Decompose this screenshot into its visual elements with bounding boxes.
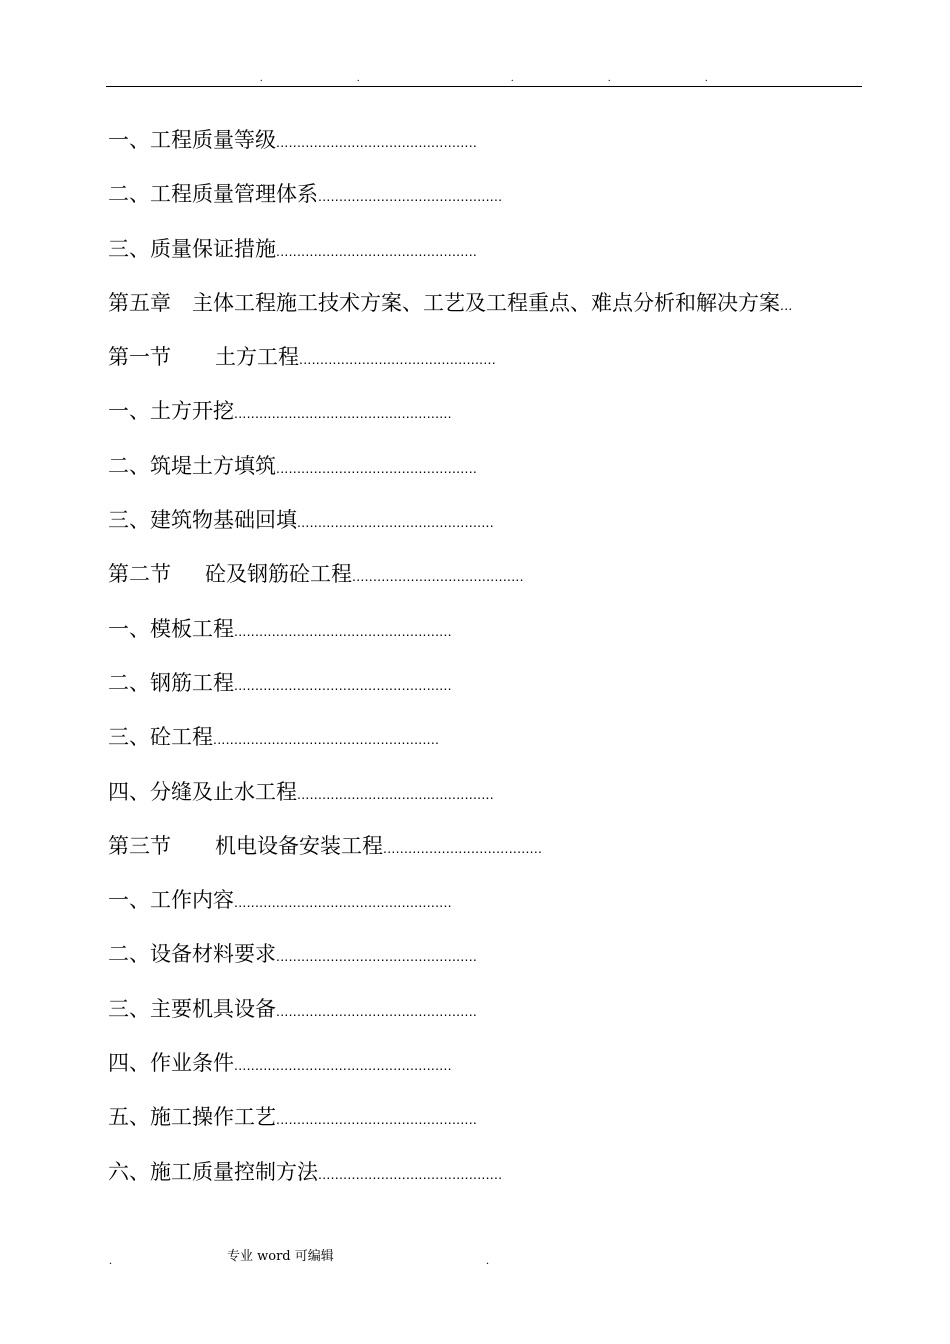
header-mark: . [705,73,708,84]
toc-line [108,447,868,501]
toc-leader: ................................................ [276,134,478,150]
toc-leader: .................................................... [234,622,452,639]
toc-leader: ... [780,296,793,313]
toc-entry-title: 三、主要机具设备 [108,996,276,1021]
toc-entry-title: 一、土方开挖 [108,399,234,424]
toc-leader: .................................................... [234,676,452,693]
header-rule [106,86,862,87]
toc-line [108,1044,868,1098]
toc-entry-title: 四、作业条件 [108,1051,234,1076]
toc-entry-title: 二、工程质量管理体系 [108,182,318,207]
toc-line [108,881,868,935]
toc-line [108,718,868,772]
toc-line [108,990,868,1044]
toc-leader: ...................................... [383,839,543,856]
toc-leader: ............................................... [297,514,494,531]
toc-section-title: 砼及钢筋砼工程 [205,562,352,587]
toc-leader: ............................................... [297,785,494,802]
toc-line [108,392,868,446]
table-of-contents [108,121,868,1207]
toc-leader: .................................................... [234,1057,452,1074]
toc-entry-title: 一、工作内容 [108,888,234,913]
toc-chapter-number: 第五章 [108,290,171,315]
toc-section-title: 土方工程 [215,345,299,370]
toc-entry-title: 二、筑堤土方填筑 [108,453,276,478]
toc-entry-title: 二、设备材料要求 [108,942,276,967]
header-mark: . [511,73,514,84]
toc-section-line [108,827,868,881]
toc-leader: ......................................... [352,568,524,585]
toc-line [108,1153,868,1207]
toc-leader: ............................................ [318,188,503,205]
toc-entry-title: 三、建筑物基础回填 [108,508,297,533]
toc-section-number: 第二节 [108,562,171,587]
toc-chapter-line [108,284,868,338]
toc-line [108,773,868,827]
toc-entry-title: 六、施工质量控制方法 [108,1159,318,1184]
toc-line [108,501,868,555]
toc-section-title: 机电设备安装工程 [215,833,383,858]
toc-leader: .................................................... [234,894,452,911]
toc-entry-title: 五、施工操作工艺 [108,1105,276,1130]
toc-section-line [108,555,868,609]
toc-leader: .................................................... [234,405,452,422]
toc-line [108,664,868,718]
toc-entry-title: 四、分缝及止水工程 [108,779,297,804]
toc-leader: ...................................................... [213,731,440,748]
toc-leader: ............................................ [318,1165,503,1182]
toc-entry-title: 一、模板工程 [108,616,234,641]
toc-entry-title: 二、钢筋工程 [108,670,234,695]
toc-leader: ................................................ [276,1111,478,1128]
header-mark: . [608,73,611,84]
toc-entry-title: 三、质量保证措施 [108,236,276,261]
toc-entry-title: 一、工程质量等级 [108,128,276,152]
toc-section-number: 第一节 [108,345,171,370]
footer-mark: . [486,1253,489,1267]
toc-line [108,610,868,664]
toc-entry-title: 三、砼工程 [108,725,213,750]
toc-leader: ................................................ [276,242,478,259]
header-mark: . [260,73,263,84]
toc-line [108,935,868,989]
toc-section-line [108,338,868,392]
toc-line [108,121,868,175]
toc-leader: ................................................ [276,459,478,476]
toc-leader: ................................................ [276,1002,478,1019]
toc-leader: ................................................ [276,948,478,965]
toc-chapter-title: 主体工程施工技术方案、工艺及工程重点、难点分析和解决方案 [192,290,780,315]
header-mark: . [357,73,360,84]
footer-text: 专业 word 可编辑 [227,1249,334,1264]
toc-line [108,230,868,284]
toc-line [108,175,868,229]
toc-leader: ............................................... [299,351,496,368]
footer-mark: . [109,1253,112,1267]
toc-section-number: 第三节 [108,833,171,858]
toc-line [108,1098,868,1152]
